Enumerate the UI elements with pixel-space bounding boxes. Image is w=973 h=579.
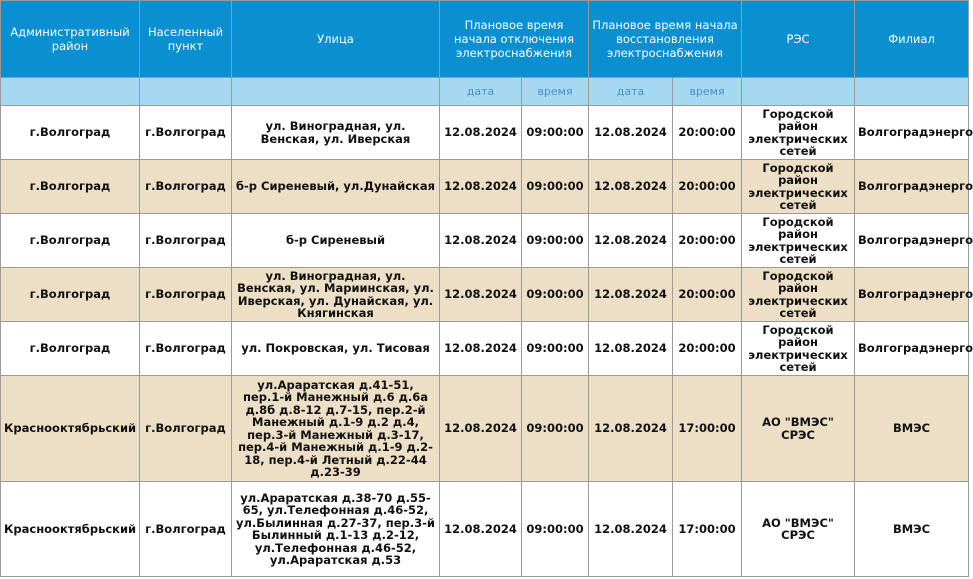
header-restore-time: Плановое время начала восстановления электроснабжения: [589, 1, 742, 78]
cell-restore-date: 12.08.2024: [589, 482, 673, 577]
cell-off-date: 12.08.2024: [440, 160, 522, 214]
subheader-restore-date: дата: [589, 78, 673, 106]
header-branch: Филиал: [855, 1, 969, 78]
cell-off-time: 09:00:00: [522, 482, 589, 577]
table-row: [1, 268, 969, 322]
subheader-empty: [1, 78, 140, 106]
cell-res: АО "ВМЭС" СРЭС: [742, 376, 855, 482]
header-locality: Населенный пункт: [140, 1, 232, 78]
cell-branch: ВМЭС: [855, 482, 969, 577]
cell-res: Городской район электрических сетей: [742, 214, 855, 268]
cell-restore-date: 12.08.2024: [589, 160, 673, 214]
cell-street: б-р Сиреневый, ул.Дунайская: [232, 160, 440, 214]
cell-locality: г.Волгоград: [140, 106, 232, 160]
cell-street: б-р Сиреневый: [232, 214, 440, 268]
cell-off-date: 12.08.2024: [440, 106, 522, 160]
cell-street: ул. Покровская, ул. Тисовая: [232, 322, 440, 376]
cell-off-time: 09:00:00: [522, 160, 589, 214]
cell-branch: Волгоградэнерго: [855, 214, 969, 268]
cell-restore-time: 20:00:00: [673, 268, 742, 322]
cell-restore-time: 17:00:00: [673, 482, 742, 577]
cell-restore-date: 12.08.2024: [589, 376, 673, 482]
cell-locality: г.Волгоград: [140, 214, 232, 268]
cell-street: ул.Араратская д.41-51, пер.1-й Манежный д.6 д.6а д.8б д.8-12 д.7-15, пер.2-й Манежный д.1-9 д.2 д.4, пер.3-й Манежный д.3-17, пер.4-й Манежный д.1-9 д.2-18, пер.4-й Летный д.22-44 д.23-39: [232, 376, 440, 482]
cell-off-date: 12.08.2024: [440, 214, 522, 268]
cell-restore-date: 12.08.2024: [589, 322, 673, 376]
subheader-empty: [742, 78, 855, 106]
table-row: [1, 214, 969, 268]
cell-branch: ВМЭС: [855, 376, 969, 482]
cell-restore-date: 12.08.2024: [589, 214, 673, 268]
cell-off-time: 09:00:00: [522, 376, 589, 482]
subheader-restore-time: время: [673, 78, 742, 106]
cell-district: г.Волгоград: [1, 160, 140, 214]
cell-restore-time: 20:00:00: [673, 160, 742, 214]
cell-res: Городской район электрических сетей: [742, 160, 855, 214]
cell-locality: г.Волгоград: [140, 482, 232, 577]
cell-restore-time: 20:00:00: [673, 214, 742, 268]
cell-off-date: 12.08.2024: [440, 322, 522, 376]
cell-restore-date: 12.08.2024: [589, 106, 673, 160]
table-row: [1, 106, 969, 160]
cell-off-time: 09:00:00: [522, 322, 589, 376]
cell-restore-date: 12.08.2024: [589, 268, 673, 322]
subheader-row: [1, 78, 969, 106]
subheader-off-date: дата: [440, 78, 522, 106]
subheader-empty: [232, 78, 440, 106]
cell-district: Краснооктябрьский: [1, 482, 140, 577]
cell-off-time: 09:00:00: [522, 106, 589, 160]
cell-off-time: 09:00:00: [522, 268, 589, 322]
cell-branch: Волгоградэнерго: [855, 160, 969, 214]
cell-district: г.Волгоград: [1, 214, 140, 268]
cell-branch: Волгоградэнерго: [855, 322, 969, 376]
cell-district: г.Волгоград: [1, 322, 140, 376]
cell-restore-time: 17:00:00: [673, 376, 742, 482]
subheader-empty: [140, 78, 232, 106]
cell-res: Городской район электрических сетей: [742, 106, 855, 160]
header-row: [1, 1, 969, 78]
cell-street: ул. Виноградная, ул. Венская, ул. Мариинская, ул. Иверская, ул. Дунайская, ул. Княгинская: [232, 268, 440, 322]
cell-off-time: 09:00:00: [522, 214, 589, 268]
cell-restore-time: 20:00:00: [673, 322, 742, 376]
cell-off-date: 12.08.2024: [440, 376, 522, 482]
header-street: Улица: [232, 1, 440, 78]
cell-locality: г.Волгоград: [140, 322, 232, 376]
subheader-off-time: время: [522, 78, 589, 106]
subheader-empty: [855, 78, 969, 106]
cell-branch: Волгоградэнерго: [855, 268, 969, 322]
cell-locality: г.Волгоград: [140, 268, 232, 322]
header-res: РЭС: [742, 1, 855, 78]
cell-branch: Волгоградэнерго: [855, 106, 969, 160]
cell-locality: г.Волгоград: [140, 376, 232, 482]
cell-restore-time: 20:00:00: [673, 106, 742, 160]
header-district: Административный район: [1, 1, 140, 78]
cell-district: г.Волгоград: [1, 106, 140, 160]
cell-locality: г.Волгоград: [140, 160, 232, 214]
table-row: [1, 322, 969, 376]
table-row: [1, 482, 969, 577]
cell-res: Городской район электрических сетей: [742, 268, 855, 322]
cell-street: ул. Виноградная, ул. Венская, ул. Иверская: [232, 106, 440, 160]
cell-off-date: 12.08.2024: [440, 482, 522, 577]
cell-street: ул.Араратская д.38-70 д.55-65, ул.Телефонная д.46-52, ул.Былинная д.27-37, пер.3-й Былинный д.1-13 д.2-12, ул.Телефонная д.46-52, ул.Араратская д.53: [232, 482, 440, 577]
cell-res: АО "ВМЭС" СРЭС: [742, 482, 855, 577]
cell-district: Краснооктябрьский: [1, 376, 140, 482]
header-off-time: Плановое время начала отключения электроснабжения: [440, 1, 589, 78]
cell-off-date: 12.08.2024: [440, 268, 522, 322]
cell-res: Городской район электрических сетей: [742, 322, 855, 376]
table-row: [1, 160, 969, 214]
cell-district: г.Волгоград: [1, 268, 140, 322]
table-row: [1, 376, 969, 482]
